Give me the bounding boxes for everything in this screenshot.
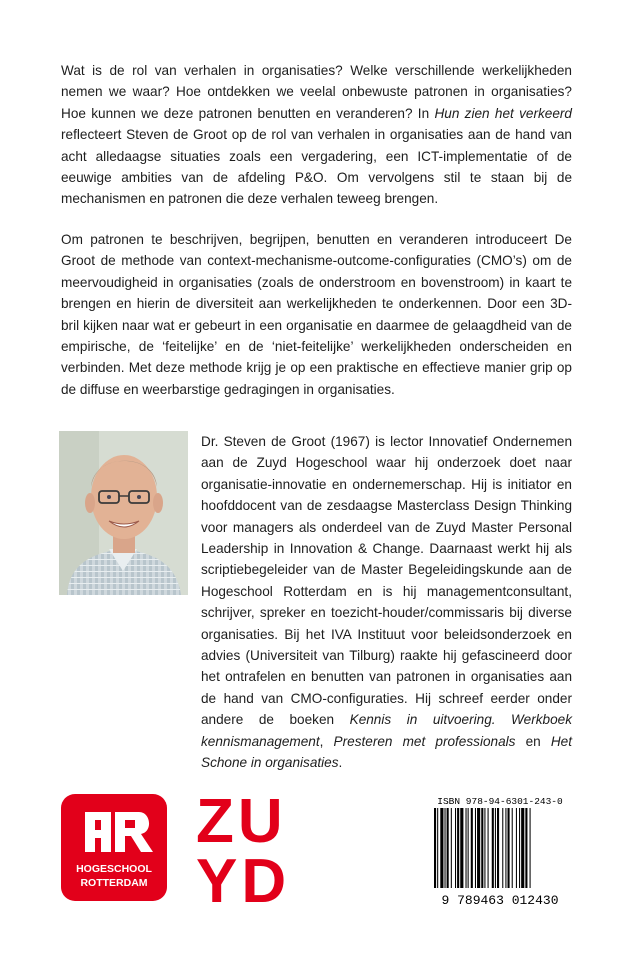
barcode-bar xyxy=(519,808,520,888)
barcode-bar xyxy=(460,808,463,888)
barcode-bar xyxy=(516,808,517,888)
intro-p1-part-b: reflecteert Steven de Groot op de rol van verhalen in organisaties aan de hand van acht alledaagse situaties zoals een vergadering, een ICT-implementatie of de eeuwige ambities van de afdeling P&O. Om vervolgens stil te staan bij de mechanismen en patronen die deze verhalen teweeg brengen. xyxy=(61,127,572,207)
author-bio xyxy=(201,431,572,774)
zuyd-logo-line-2: YD xyxy=(196,847,291,905)
barcode-bar xyxy=(466,808,467,888)
barcode-bar xyxy=(445,808,446,888)
barcode-bar xyxy=(488,808,489,888)
hr-logo-line-2: ROTTERDAM xyxy=(80,877,148,889)
barcode-bar xyxy=(455,808,456,888)
barcode-bar xyxy=(457,808,459,888)
barcode-bar xyxy=(495,808,496,888)
bio-separator-1: , xyxy=(319,733,334,749)
isbn-barcode xyxy=(420,794,580,906)
barcode-bar xyxy=(492,808,494,888)
barcode-bar xyxy=(471,808,473,888)
barcode-bar xyxy=(521,808,524,888)
barcode-bar xyxy=(468,808,469,888)
intro-p1-part-a: Wat is de rol van verhalen in organisaties? Welke verschillende werkelijkheden nemen we waar? Hoe ontdekken we veelal onbewuste patronen in organisaties? Hoe kunnen we deze patronen benutten en veranderen? In xyxy=(61,63,572,121)
barcode-bar xyxy=(505,808,506,888)
barcode-bar xyxy=(508,808,510,888)
barcode-bar xyxy=(447,808,449,888)
barcode-bar xyxy=(502,808,503,888)
barcode-bar xyxy=(434,808,436,888)
bio-book-2: Presteren met professionals xyxy=(333,733,516,749)
intro-paragraph-1 xyxy=(61,60,572,210)
barcode-bar xyxy=(497,808,499,888)
bio-separator-2: en xyxy=(515,733,551,749)
barcode-bar xyxy=(530,808,531,888)
author-photo xyxy=(59,431,188,595)
barcode-bar xyxy=(481,808,483,888)
intro-paragraph-2: Om patronen te beschrijven, begrijpen, benutten en veranderen introduceert De Groot de methode van context-mechanisme-outcome-configuraties (CMO’s) om de meervoudigheid in organisaties (zoals de onderstroom en bovenstroom) in kaart te brengen en hierin de diversiteit aan werkelijkheden te onderkennen. Door een 3D-bril kijken naar wat er gebeurt in een organisatie en daarmee de gelaagdheid van de empirische, de ‘feitelijke’ en de ‘niet-feitelijke’ werkelijkheden onderscheiden en verbinden. Met deze methode krijg je op een praktische en effectieve manier grip op de diffuse en weerbarstige gedragingen in organisaties. xyxy=(61,232,572,397)
barcode-digits: 9 789463 012430 xyxy=(441,893,559,906)
bio-book-1: Kennis in uitvoering. Werkboek kennismanagement xyxy=(201,712,572,749)
barcode-bar xyxy=(512,808,513,888)
bio-text: Dr. Steven de Groot (1967) is lector Innovatief Ondernemen aan de Zuyd Hogeschool waar hij onderzoek doet naar organisatie-innovatie en ondernemerschap. Hij is initiator en hoofddocent van de zesdaagse Masterclass Design Thinking voor managers als onderdeel van de Zuyd Master Personal Leadership in Innovation & Change. Daarnaast werkt hij als scriptiebegeleider van de Master Begeleidingskunde aan de Hogeschool Rotterdam en is hij managementconsultant, schrijver, spreker en toezicht-houder/commissaris bij diverse organisaties. Bij het IVA Instituut voor beleidsonderzoek en advies (Universiteit van Tilburg) raakte hij gefascineerd door het ontrafelen en benutten van patronen in organisaties aan de hand van CMO-configuraties. Hij schreef eerder onder andere de boeken xyxy=(201,434,572,728)
zuyd-logo xyxy=(196,790,306,905)
barcode-bar xyxy=(437,808,438,888)
isbn-label: ISBN 978-94-6301-243-0 xyxy=(437,796,563,807)
hr-logo-line-1: HOGESCHOOL xyxy=(76,863,152,875)
intro-book-title: Hun zien het verkeerd xyxy=(434,105,572,121)
barcode-bars xyxy=(434,808,531,888)
barcode-bar xyxy=(484,808,485,888)
barcode-bar xyxy=(440,808,443,888)
hogeschool-rotterdam-logo xyxy=(61,794,167,901)
barcode-bar xyxy=(477,808,480,888)
barcode-bar xyxy=(525,808,527,888)
zuyd-logo-line-1: ZU xyxy=(196,790,287,856)
bio-book-3: Het Schone in organisaties xyxy=(201,733,572,771)
barcode-bar xyxy=(475,808,476,888)
bio-end: . xyxy=(338,755,343,771)
barcode-bar xyxy=(451,808,452,888)
